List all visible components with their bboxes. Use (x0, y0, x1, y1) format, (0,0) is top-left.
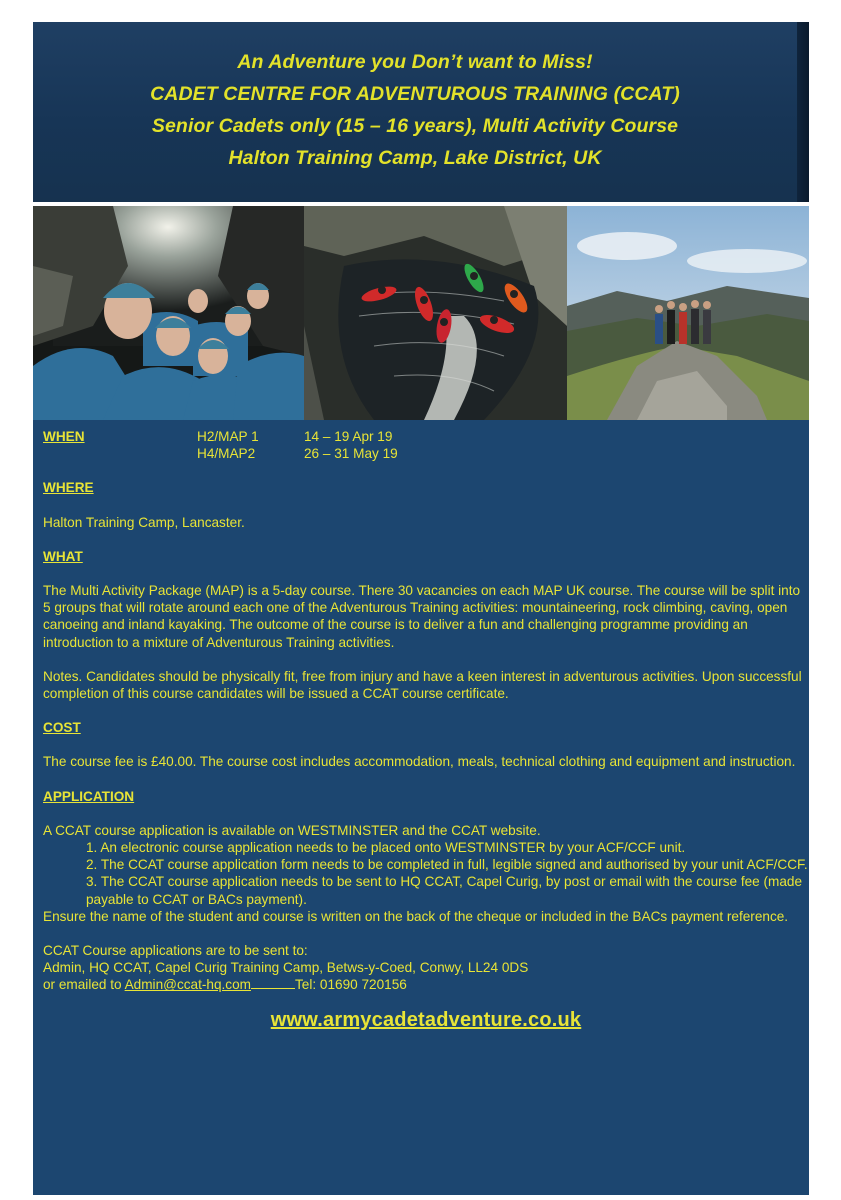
banner-side-edge (797, 22, 809, 202)
where-text: Halton Training Camp, Lancaster. (43, 514, 245, 530)
what-notes: Notes. Candidates should be physically fit, free from injury and have a keen interest in adventurous activities. Upon successful completion of this course candidates will be issued a CCAT course certificate. (43, 668, 802, 702)
contact-address: Admin, HQ CCAT, Capel Curig Training Camp, Betws-y-Coed, Conwy, LL24 0DS (43, 960, 529, 976)
when-row-2 (43, 445, 809, 462)
caving-photo (33, 206, 304, 420)
application-note: Ensure the name of the student and course is written on the back of the cheque or included in the BACs payment reference. (43, 908, 789, 924)
kayaking-photo (304, 206, 567, 420)
application-step: 1. An electronic course application needs to be placed onto WESTMINSTER by your ACF/CCF unit. (86, 840, 686, 856)
email-underline-gap (251, 976, 295, 989)
when-heading: WHEN (43, 429, 85, 444)
when-course-code: H2/MAP 1 (197, 429, 259, 444)
course-info-panel (33, 420, 809, 1195)
what-description: The Multi Activity Package (MAP) is a 5-day course. There 30 vacancies on each MAP UK course. The course will be split into 5 groups that will rotate around each one of the Adventurous Training activities: mountaineering, rock climbing, caving, open canoeing and inland kayaking. The outcome of the course is to deliver a fun and challenging programme providing an introduction to a mixture of Adventurous Training activities. (43, 583, 801, 650)
cost-heading: COST (43, 720, 81, 736)
contact-email-line (43, 976, 809, 993)
when-course-dates: 14 – 19 Apr 19 (304, 429, 393, 444)
when-row-1 (43, 428, 809, 445)
where-heading: WHERE (43, 480, 94, 496)
banner-tagline: An Adventure you Don’t want to Miss! (237, 51, 593, 73)
mountaineering-photo (567, 206, 809, 420)
banner-organisation: CADET CENTRE FOR ADVENTUROUS TRAINING (CCAT) (150, 83, 680, 105)
title-banner (33, 22, 797, 202)
email-prefix: or emailed to (43, 977, 125, 993)
when-course-dates: 26 – 31 May 19 (304, 446, 398, 462)
application-heading: APPLICATION (43, 788, 135, 804)
application-steps (43, 839, 809, 908)
contact-intro: CCAT Course applications are to be sent to: (43, 943, 308, 959)
when-course-code: H4/MAP2 (197, 446, 256, 462)
banner-course: Senior Cadets only (15 – 16 years), Multi Activity Course (151, 115, 679, 137)
website-link[interactable]: www.armycadetadventure.co.uk (270, 1008, 582, 1031)
cost-text: The course fee is £40.00. The course cost includes accommodation, meals, technical clothing and equipment and instruction. (43, 754, 796, 770)
what-heading: WHAT (43, 548, 83, 564)
email-link[interactable]: Admin@ccat-hq.com (124, 977, 251, 993)
application-intro: A CCAT course application is available on WESTMINSTER and the CCAT website. (43, 822, 541, 838)
application-step: 3. The CCAT course application needs to be sent to HQ CCAT, Capel Curig, by post or email with the course fee (made payable to CCAT or BACs payment). (86, 874, 803, 907)
contact-telephone: Tel: 01690 720156 (294, 977, 407, 993)
banner-location: Halton Training Camp, Lake District, UK (228, 147, 602, 169)
application-step: 2. The CCAT course application form needs to be completed in full, legible signed and authorised by your unit ACF/CCF. (86, 857, 808, 873)
